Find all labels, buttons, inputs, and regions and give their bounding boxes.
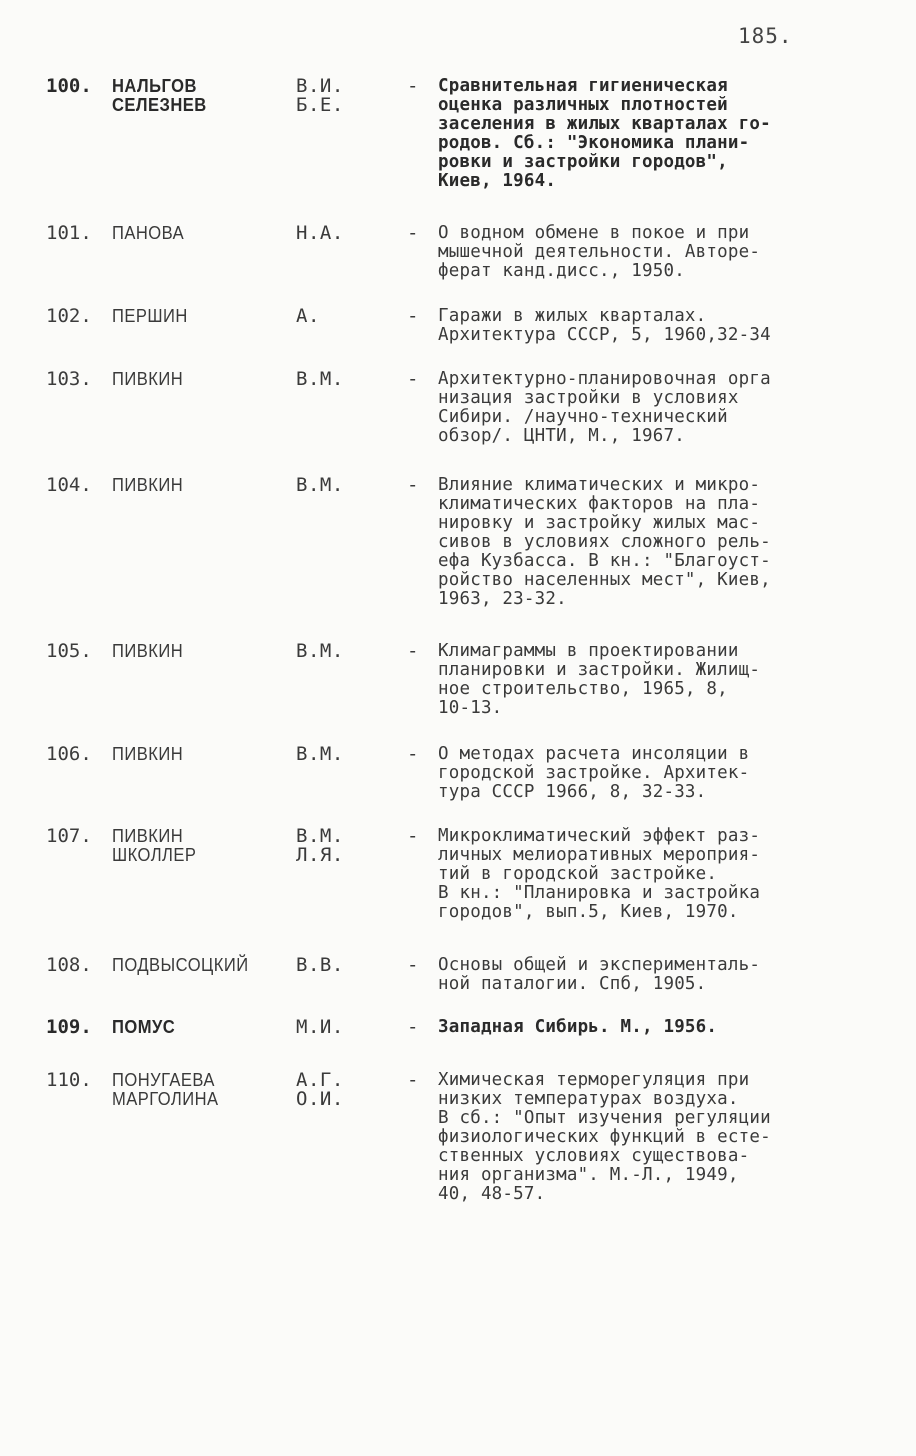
entry-description xyxy=(438,745,878,802)
entry-initials xyxy=(296,827,344,865)
entry-authors xyxy=(112,745,189,764)
entry-initials xyxy=(296,224,344,243)
entry-initials xyxy=(296,956,344,975)
description-line: низких температурах воздуха. xyxy=(438,1089,739,1109)
entry-number: 107. xyxy=(46,825,92,847)
entry-authors xyxy=(112,476,189,495)
author-surname: ПЕРШИН xyxy=(112,306,188,326)
description-line: родов. Сб.: "Экономика плани- xyxy=(438,133,750,153)
entry-number: 105. xyxy=(46,640,92,662)
entry-number: 101. xyxy=(46,222,92,244)
entry-dash: - xyxy=(407,222,419,244)
entry-dash: - xyxy=(407,474,419,496)
author-surname: ПОНУГАЕВА xyxy=(112,1070,215,1090)
author-initials: В.В. xyxy=(296,954,344,976)
description-line: ефа Кузбасса. В кн.: "Благоуст- xyxy=(438,551,771,571)
entry-dash: - xyxy=(407,743,419,765)
description-line: климатических факторов на пла- xyxy=(438,494,761,514)
entry-description xyxy=(438,642,878,718)
description-line: заселения в жилых кварталах го- xyxy=(438,114,771,134)
entry-description xyxy=(438,1071,878,1204)
description-line: Архитектурно-планировочная орга xyxy=(438,369,771,389)
entry-dash: - xyxy=(407,368,419,390)
description-line: тий в городской застройке. xyxy=(438,864,718,884)
description-line: сивов в условиях сложного рель- xyxy=(438,532,771,552)
description-line: Западная Сибирь. М., 1956. xyxy=(438,1017,718,1037)
description-line: планировки и застройки. Жилищ- xyxy=(438,660,761,680)
author-initials: В.М. xyxy=(296,474,344,496)
entry-description xyxy=(438,1018,878,1037)
description-line: Сравнительная гигиеническая xyxy=(438,76,728,96)
description-line: городов", вып.5, Киев, 1970. xyxy=(438,902,739,922)
entry-authors xyxy=(112,1071,228,1109)
entry-initials xyxy=(296,476,344,495)
description-line: Влияние климатических и микро- xyxy=(438,475,761,495)
author-surname: ПОМУС xyxy=(112,1017,176,1037)
author-surname: ПИВКИН xyxy=(112,744,184,764)
author-initials: В.М. xyxy=(296,825,344,847)
author-initials: В.И. xyxy=(296,75,344,97)
entry-description xyxy=(438,956,878,994)
description-line: обзор/. ЦНТИ, М., 1967. xyxy=(438,426,685,446)
entry-number: 104. xyxy=(46,474,92,496)
author-initials: А. xyxy=(296,305,320,327)
author-initials: Б.Е. xyxy=(296,94,344,116)
description-line: городской застройке. Архитек- xyxy=(438,763,750,783)
entry-authors xyxy=(112,1018,181,1037)
description-line: В сб.: "Опыт изучения регуляции xyxy=(438,1108,771,1128)
entry-initials xyxy=(296,642,344,661)
entry-initials xyxy=(296,370,344,389)
entry-description xyxy=(438,370,878,446)
entry-description xyxy=(438,77,878,191)
entry-number: 100. xyxy=(46,75,92,97)
description-line: личных мелиоративных мероприя- xyxy=(438,845,761,865)
description-line: Химическая терморегуляция при xyxy=(438,1070,750,1090)
entry-number: 102. xyxy=(46,305,92,327)
entry-authors xyxy=(112,307,194,326)
description-line: ферат канд.дисс., 1950. xyxy=(438,261,685,281)
author-surname: ПИВКИН xyxy=(112,641,184,661)
author-initials: О.И. xyxy=(296,1088,344,1110)
author-initials: А.Г. xyxy=(296,1069,344,1091)
description-line: Климаграммы в проектировании xyxy=(438,641,739,661)
entry-dash: - xyxy=(407,75,419,97)
entry-number: 103. xyxy=(46,368,92,390)
description-line: Киев, 1964. xyxy=(438,171,557,191)
entry-initials xyxy=(296,77,344,115)
entry-dash: - xyxy=(407,305,419,327)
author-surname: ПИВКИН xyxy=(112,369,184,389)
entry-number: 109. xyxy=(46,1016,92,1038)
description-line: физиологических функций в есте- xyxy=(438,1127,771,1147)
entry-initials xyxy=(296,307,320,326)
entry-authors xyxy=(112,827,204,865)
entry-authors xyxy=(112,956,260,975)
author-surname: ПОДВЫСОЦКИЙ xyxy=(112,955,249,975)
author-initials: Н.А. xyxy=(296,222,344,244)
description-line: 10-13. xyxy=(438,698,503,718)
entry-initials xyxy=(296,1071,344,1109)
description-line: нировку и застройку жилых мас- xyxy=(438,513,761,533)
entry-authors xyxy=(112,224,190,243)
entry-initials xyxy=(296,745,344,764)
entry-dash: - xyxy=(407,1016,419,1038)
description-line: О водном обмене в покое и при xyxy=(438,223,750,243)
entry-initials xyxy=(296,1018,344,1037)
author-initials: М.И. xyxy=(296,1016,344,1038)
author-initials: В.М. xyxy=(296,640,344,662)
entry-dash: - xyxy=(407,1069,419,1091)
description-line: ное строительство, 1965, 8, xyxy=(438,679,728,699)
description-line: Микроклиматический эффект раз- xyxy=(438,826,761,846)
entry-description xyxy=(438,476,878,609)
author-initials: В.М. xyxy=(296,743,344,765)
entry-dash: - xyxy=(407,954,419,976)
entry-description xyxy=(438,224,878,281)
author-surname: МАРГОЛИНА xyxy=(112,1089,219,1109)
description-line: Сибири. /научно-технический xyxy=(438,407,728,427)
author-surname: СЕЛЕЗНЕВ xyxy=(112,95,207,115)
description-line: ройство населенных мест", Киев, xyxy=(438,570,771,590)
description-line: Архитектура СССР, 5, 1960,32-34 xyxy=(438,325,771,345)
author-surname: НАЛЬГОВ xyxy=(112,76,197,96)
entry-authors xyxy=(112,642,189,661)
description-line: ной паталогии. Спб, 1905. xyxy=(438,974,707,994)
description-line: низация застройки в условиях xyxy=(438,388,739,408)
page-number: 185. xyxy=(738,24,793,48)
entry-description xyxy=(438,307,878,345)
author-surname: ПАНОВА xyxy=(112,223,185,243)
entry-dash: - xyxy=(407,825,419,847)
entry-number: 108. xyxy=(46,954,92,976)
entry-description xyxy=(438,827,878,922)
description-line: В кн.: "Планировка и застройка xyxy=(438,883,761,903)
entry-dash: - xyxy=(407,640,419,662)
entry-authors xyxy=(112,370,189,389)
description-line: 40, 48-57. xyxy=(438,1184,546,1204)
description-line: оценка различных плотностей xyxy=(438,95,728,115)
entry-number: 106. xyxy=(46,743,92,765)
entry-authors xyxy=(112,77,215,115)
description-line: ния организма". М.-Л., 1949, xyxy=(438,1165,739,1185)
description-line: ровки и застройки городов", xyxy=(438,152,728,172)
description-line: тура СССР 1966, 8, 32-33. xyxy=(438,782,707,802)
author-surname: ПИВКИН xyxy=(112,475,184,495)
description-line: О методах расчета инсоляции в xyxy=(438,744,750,764)
description-line: мышечной деятельности. Авторе- xyxy=(438,242,761,262)
author-surname: ПИВКИН xyxy=(112,826,184,846)
description-line: Гаражи в жилых кварталах. xyxy=(438,306,707,326)
author-initials: В.М. xyxy=(296,368,344,390)
description-line: ственных условиях существова- xyxy=(438,1146,750,1166)
entry-number: 110. xyxy=(46,1069,92,1091)
author-surname: ШКОЛЛЕР xyxy=(112,845,197,865)
author-initials: Л.Я. xyxy=(296,844,344,866)
description-line: 1963, 23-32. xyxy=(438,589,567,609)
description-line: Основы общей и эксперименталь- xyxy=(438,955,761,975)
